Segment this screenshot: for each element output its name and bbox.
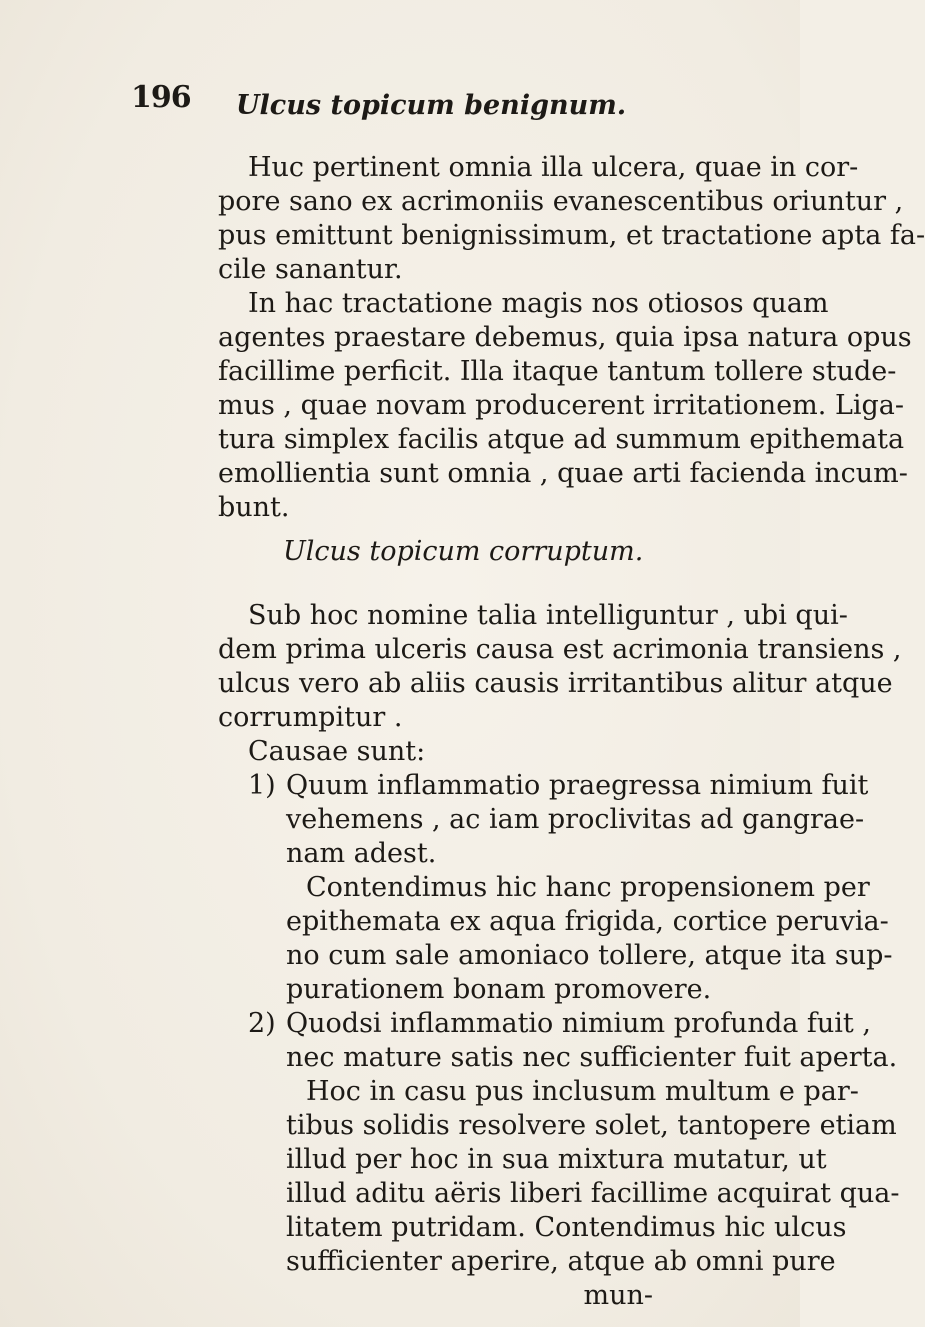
text-line: agentes praestare debemus, quia ipsa natura opus [218, 322, 912, 353]
text-line: ulcus vero ab aliis causis irritantibus alitur atque [218, 668, 893, 699]
text-line: nec mature satis nec sufficienter fuit aperta. [286, 1042, 898, 1073]
text-line: tibus solidis resolvere solet, tantopere etiam [286, 1110, 897, 1141]
text-line: vehemens , ac iam proclivitas ad gangrae- [286, 804, 865, 835]
text-line: epithemata ex aqua frigida, cortice peruvia- [286, 906, 889, 937]
text-line: sufficienter aperire, atque ab omni pure [286, 1246, 836, 1277]
text-line: facillime perficit. Illa itaque tantum tollere stude- [218, 356, 897, 387]
text-line [218, 1007, 871, 1041]
text-line: Huc pertinent omnia illa ulcera, quae in cor- [248, 152, 859, 183]
paragraph-3 [218, 599, 902, 735]
running-head: Ulcus topicum benignum. [236, 90, 627, 121]
item-number: 2) [248, 1008, 276, 1039]
list-item-2-note [218, 1075, 900, 1279]
body-text [218, 151, 925, 1313]
section-heading: Ulcus topicum corruptum. [283, 536, 644, 567]
text-line: purationem bonam promovere. [286, 974, 712, 1005]
text-line: tura simplex facilis atque ad summum epithemata [218, 424, 905, 455]
text-line: nam adest. [286, 838, 437, 869]
causes-label: Causae sunt: [248, 736, 426, 767]
text-line: Hoc in casu pus inclusum multum e par- [306, 1076, 859, 1107]
text-line: no cum sale amoniaco tollere, atque ita sup- [286, 940, 893, 971]
list-item-1 [218, 769, 869, 871]
list-item-2 [218, 1007, 898, 1075]
paragraph-1 [218, 151, 925, 287]
list-item-1-note [218, 871, 893, 1007]
item-number: 1) [248, 770, 276, 801]
text-line: bunt. [218, 492, 290, 523]
text-line: pus emittunt benignissimum, et tractatione apta fa- [218, 220, 925, 251]
text-line: In hac tractatione magis nos otiosos quam [248, 288, 829, 319]
text-line [218, 769, 869, 803]
item-text: Quodsi inflammatio nimium profunda fuit , [286, 1008, 871, 1039]
text-line: dem prima ulceris causa est acrimonia transiens , [218, 634, 902, 665]
catchword: mun- [583, 1280, 653, 1311]
text-line: Sub hoc nomine talia intelliguntur , ubi qui- [248, 600, 848, 631]
text-line: litatem putridam. Contendimus hic ulcus [286, 1212, 847, 1243]
paragraph-2 [218, 287, 912, 525]
text-line: illud aditu aëris liberi facillime acquirat qua- [286, 1178, 900, 1209]
text-line: emollientia sunt omnia , quae arti facienda incum- [218, 458, 908, 489]
text-line: illud per hoc in sua mixtura mutatur, ut [286, 1144, 827, 1175]
text-line: Contendimus hic hanc propensionem per [306, 872, 870, 903]
text-line: corrumpitur . [218, 702, 403, 733]
item-text: Quum inflammatio praegressa nimium fuit [286, 770, 869, 801]
text-line: pore sano ex acrimoniis evanescentibus oriuntur , [218, 186, 904, 217]
text-line: mus , quae novam producerent irritationem. Liga- [218, 390, 905, 421]
page-number: 196 [131, 80, 191, 115]
text-line: cile sanantur. [218, 254, 403, 285]
